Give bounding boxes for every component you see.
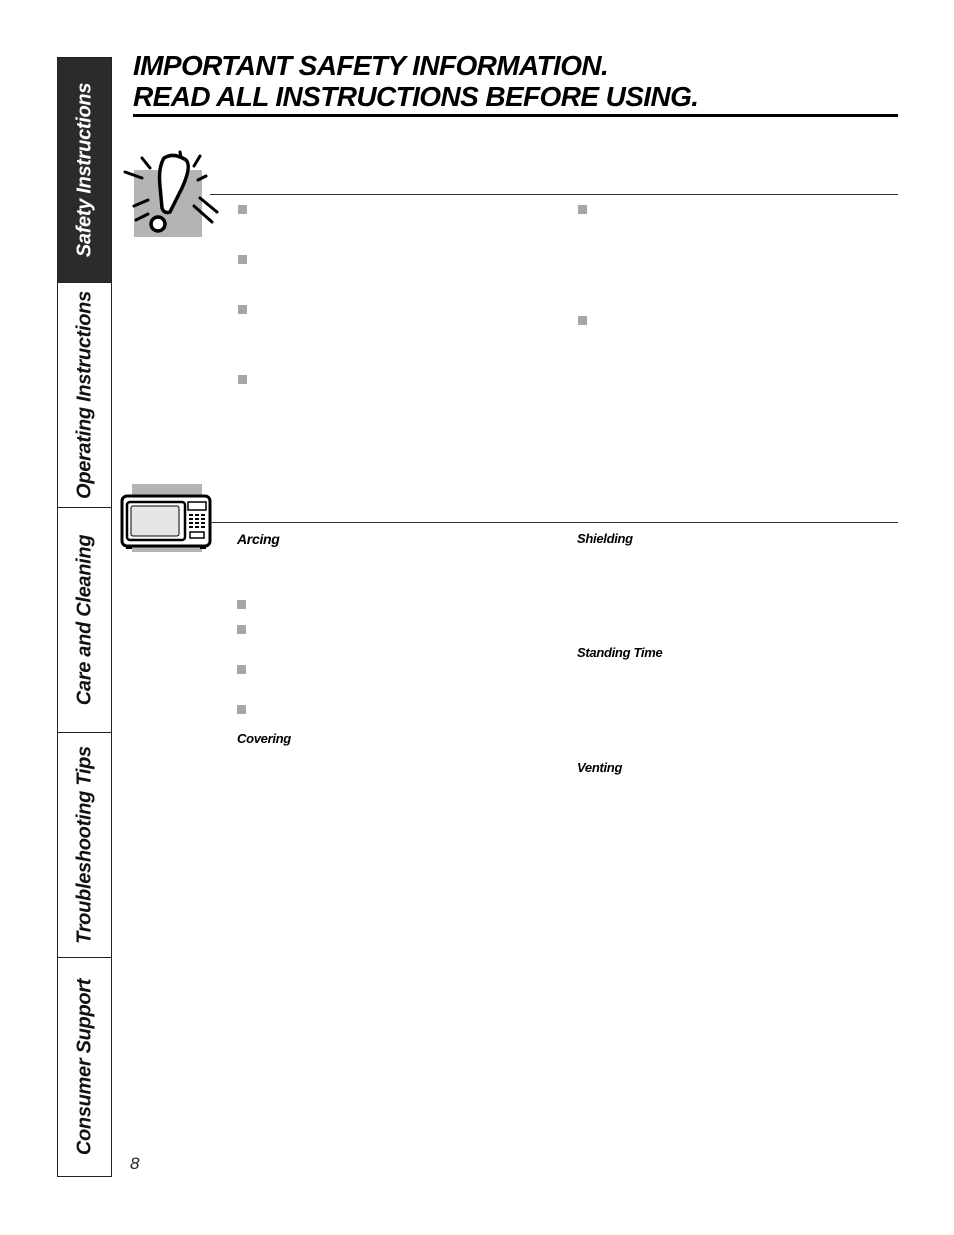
- bullet-marker: [238, 375, 247, 384]
- tab-label: Consumer Support: [73, 978, 95, 1156]
- page-title: [133, 50, 698, 112]
- tab-operating-instructions[interactable]: [58, 283, 111, 508]
- heading-arcing: Arcing: [237, 531, 280, 547]
- bullet-marker: [238, 205, 247, 214]
- page-title-line-2: READ ALL INSTRUCTIONS BEFORE USING.: [133, 81, 699, 112]
- heading-shielding: Shielding: [577, 531, 633, 546]
- heading-standing-time: Standing Time: [577, 645, 663, 660]
- heading-venting: Venting: [577, 760, 623, 775]
- section-divider-cookware: [210, 522, 898, 523]
- tab-troubleshooting-tips[interactable]: [58, 733, 111, 958]
- title-divider: [133, 114, 898, 117]
- heading-covering: Covering: [237, 731, 291, 746]
- bullet-marker: [238, 305, 247, 314]
- bullet-marker: [238, 255, 247, 264]
- tab-care-and-cleaning[interactable]: [58, 508, 111, 733]
- tab-label: Operating Instructions: [73, 291, 95, 499]
- bullet-marker: [237, 665, 246, 674]
- bullet-marker: [578, 316, 587, 325]
- tab-safety-instructions[interactable]: [58, 58, 111, 283]
- tab-label: Safety Instructions: [73, 82, 95, 258]
- page-number: 8: [130, 1154, 140, 1173]
- bullet-marker: [237, 705, 246, 714]
- bullet-marker: [237, 625, 246, 634]
- tab-label: Care and Cleaning: [73, 534, 95, 706]
- bullet-marker: [237, 600, 246, 609]
- page-title-line-1: IMPORTANT SAFETY INFORMATION.: [133, 50, 609, 81]
- section-divider-general: [210, 194, 898, 195]
- bullet-marker: [578, 205, 587, 214]
- sidebar-tabs: [57, 57, 112, 1177]
- microwave-oven-icon: [118, 484, 214, 552]
- tab-label: Troubleshooting Tips: [73, 746, 95, 944]
- tab-consumer-support[interactable]: [58, 958, 111, 1176]
